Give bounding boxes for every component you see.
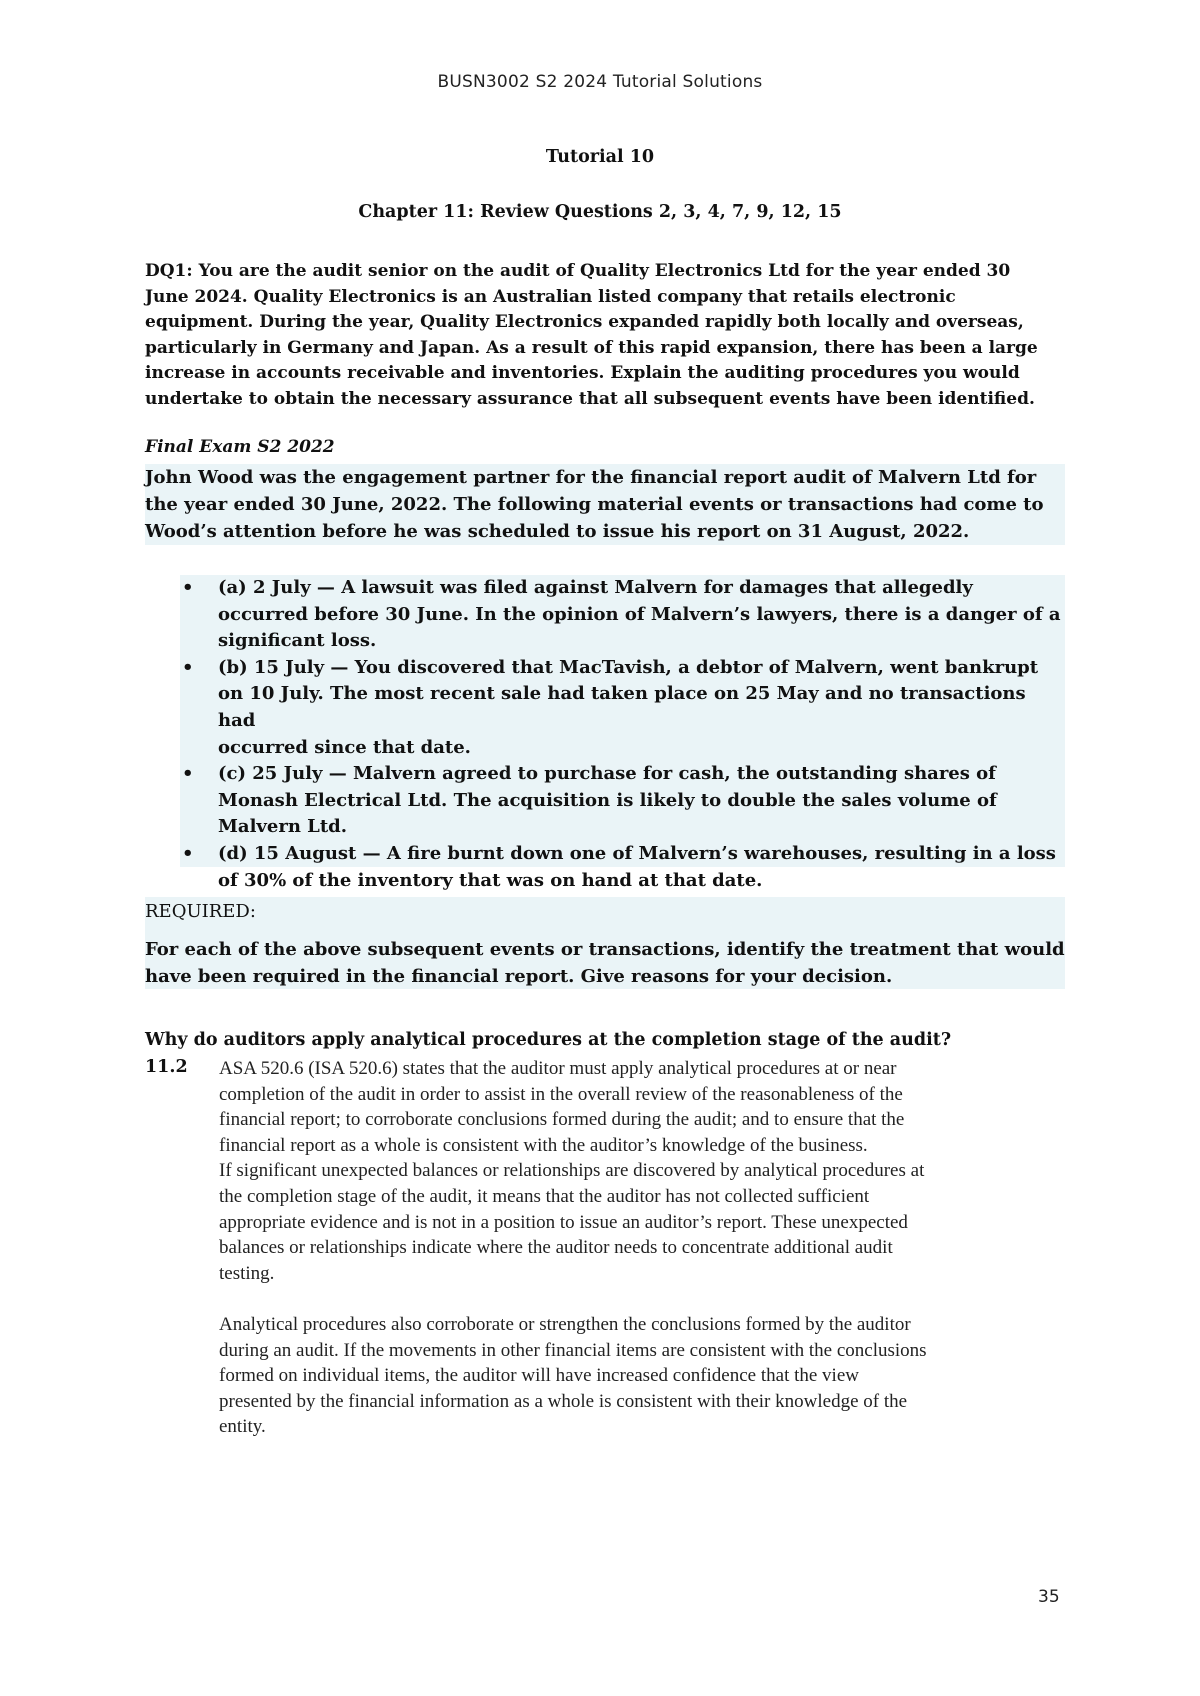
- required-section: [145, 897, 1065, 989]
- text-line: Monash Electrical Ltd. The acquisition is likely to double the sales volume of: [218, 789, 997, 811]
- paragraph-gap: [219, 1286, 1069, 1312]
- case-intro: [145, 464, 1065, 545]
- list-item: [180, 841, 1065, 894]
- list-item: [180, 655, 1065, 761]
- text-line: during an audit. If the movements in other financial items are consistent with the conclusions: [219, 1339, 927, 1361]
- required-label: REQUIRED:: [145, 901, 256, 922]
- text-line: of 30% of the inventory that was on hand at that date.: [218, 869, 763, 891]
- text-line: occurred since that date.: [218, 736, 471, 758]
- text-line: (d) 15 August — A fire burnt down one of Malvern’s warehouses, resulting in a loss: [218, 842, 1056, 864]
- text-line: on 10 July. The most recent sale had taken place on 25 May and no transactions had: [218, 683, 1026, 731]
- list-item: [180, 575, 1065, 655]
- text-line: financial report; to corroborate conclusions formed during the audit; and to ensure that the: [219, 1109, 905, 1131]
- answer-body: [219, 1056, 1069, 1440]
- text-line: undertake to obtain the necessary assurance that all subsequent events have been identified.: [145, 388, 1035, 409]
- text-line: ASA 520.6 (ISA 520.6) states that the auditor must apply analytical procedures at or near: [219, 1058, 897, 1079]
- events-list: [180, 575, 1065, 891]
- text-line: the completion stage of the audit, it means that the auditor has not collected sufficient: [219, 1185, 870, 1207]
- running-header: BUSN3002 S2 2024 Tutorial Solutions: [437, 72, 763, 92]
- text-line: particularly in Germany and Japan. As a result of this rapid expansion, there has been a large: [145, 337, 1038, 358]
- text-line: significant loss.: [218, 630, 377, 652]
- text-line: (a) 2 July — A lawsuit was filed against Malvern for damages that allegedly: [218, 577, 973, 598]
- text-line: completion of the audit in order to assist in the overall review of the reasonableness of the: [219, 1083, 903, 1105]
- text-line: (b) 15 July — You discovered that MacTavish, a debtor of Malvern, went bankrupt: [218, 656, 1039, 678]
- text-line: entity.: [219, 1416, 266, 1438]
- text-line: have been required in the financial report. Give reasons for your decision.: [145, 965, 893, 987]
- bullet: •: [182, 842, 194, 864]
- tutorial-title: Tutorial 10: [545, 147, 655, 167]
- text-line: Wood’s attention before he was scheduled to issue his report on 31 August, 2022.: [145, 520, 970, 542]
- answer-paragraph: [219, 1158, 1069, 1286]
- bullet: •: [182, 656, 194, 678]
- list-item: [180, 761, 1065, 841]
- text-line: Malvern Ltd.: [218, 816, 347, 838]
- text-line: (c) 25 July — Malvern agreed to purchase for cash, the outstanding shares of: [218, 763, 996, 785]
- bullet: •: [182, 577, 194, 598]
- question-heading: Why do auditors apply analytical procedures at the completion stage of the audit?: [145, 1030, 952, 1050]
- text-line: financial report as a whole is consistent with the auditor’s knowledge of the business.: [219, 1134, 868, 1156]
- answer-paragraph: [219, 1312, 1069, 1440]
- text-line: Analytical procedures also corroborate or strengthen the conclusions formed by the auditor: [219, 1313, 911, 1335]
- text-line: John Wood was the engagement partner for the financial report audit of Malvern Ltd for: [145, 467, 1037, 488]
- page-number: 35: [1038, 1587, 1060, 1607]
- text-line: If significant unexpected balances or relationships are discovered by analytical procedures at: [219, 1160, 925, 1182]
- text-line: For each of the above subsequent events or transactions, identify the treatment that would: [145, 939, 1065, 960]
- answer-paragraph: [219, 1056, 1069, 1158]
- text-line: DQ1: You are the audit senior on the audit of Quality Electronics Ltd for the year ended 30: [145, 261, 1011, 281]
- dq1-question: [145, 259, 1065, 413]
- text-line: testing.: [219, 1262, 275, 1284]
- text-line: the year ended 30 June, 2022. The following material events or transactions had come to: [145, 493, 1044, 515]
- bullet: •: [182, 763, 194, 785]
- chapter-title: Chapter 11: Review Questions 2, 3, 4, 7, 9, 12, 15: [358, 202, 842, 222]
- text-line: balances or relationships indicate where the auditor needs to concentrate additional audit: [219, 1237, 893, 1259]
- text-line: occurred before 30 June. In the opinion of Malvern’s lawyers, there is a danger of a: [218, 603, 1061, 625]
- text-line: formed on individual items, the auditor will have increased confidence that the view: [219, 1365, 859, 1387]
- text-line: equipment. During the year, Quality Electronics expanded rapidly both locally and overseas,: [145, 312, 1024, 333]
- text-line: increase in accounts receivable and inventories. Explain the auditing procedures you would: [145, 363, 1020, 384]
- text-line: presented by the financial information as a whole is consistent with their knowledge of the: [219, 1390, 908, 1412]
- required-text: [145, 937, 1065, 990]
- text-line: June 2024. Quality Electronics is an Australian listed company that retails electronic: [145, 286, 956, 307]
- text-line: appropriate evidence and is not in a position to issue an auditor’s report. These unexpected: [219, 1211, 908, 1233]
- exam-label: Final Exam S2 2022: [145, 437, 335, 457]
- question-number: 11.2: [145, 1057, 188, 1077]
